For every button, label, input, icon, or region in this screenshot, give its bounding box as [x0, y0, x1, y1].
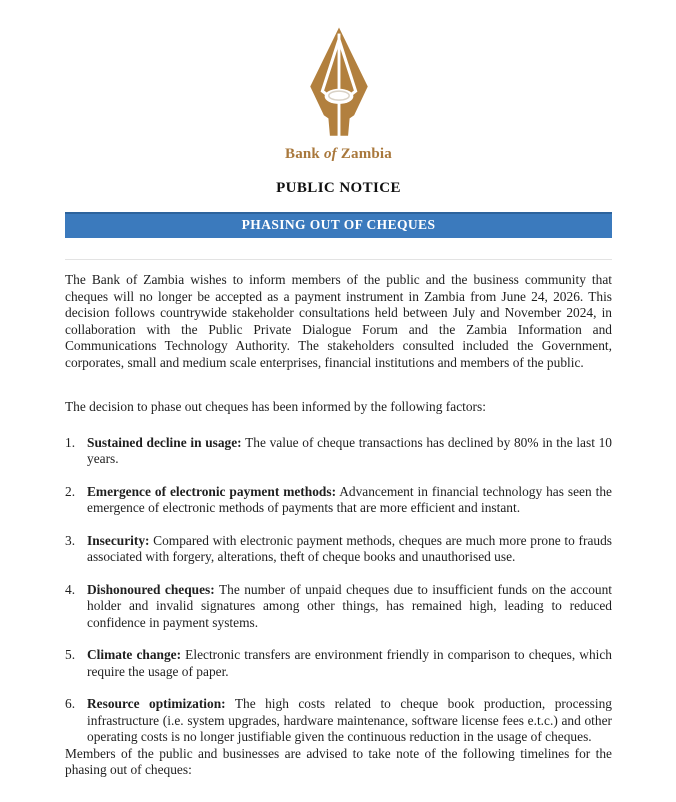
closing-paragraph: Members of the public and businesses are advised to take note of the following timelines for the phasing out of cheques: — [65, 745, 612, 777]
factor-number: 5. — [65, 647, 76, 662]
factor-text: Compared with electronic payment methods, cheques are much more prone to frauds associated with forgery, alterations, theft of cheque books and unauthorised use. — [87, 532, 612, 564]
factor-text: Electronic transfers are environment friendly in comparison to cheques, which require the usage of paper. — [87, 647, 612, 679]
list-item-factor-1 — [65, 435, 612, 468]
list-item-factor-5 — [65, 647, 612, 680]
list-item-factor-2 — [65, 484, 612, 517]
divider-line — [65, 259, 612, 260]
factor-number: 6. — [65, 696, 76, 711]
intro-paragraph: The Bank of Zambia wishes to inform members of the public and the business community that cheques will no longer be accepted as a payment instrument in Zambia from June 24, 2026. This decision follows countrywide stakeholder consultations held between July and November 2024, in collaboration with the Public Private Dialogue Forum and the Zambia Information and Communications Technology Authority. The stakeholders consulted included the Government, corporates, small and medium scale enterprises, financial institutions and members of the public. — [65, 272, 612, 370]
list-item-factor-4 — [65, 582, 612, 632]
factors-list — [65, 435, 612, 746]
brand-word-zambia: Zambia — [336, 146, 393, 162]
factor-text: The high costs related to cheque book production, processing infrastructure (i.e. system upgrades, hardware maintenance, software license fees e.t.c.) and other operating costs is no longer justifiable given the continuous reduction in the usage of cheques. — [87, 696, 612, 744]
factor-number: 1. — [65, 434, 76, 450]
factor-number: 2. — [65, 483, 76, 499]
list-item-factor-6 — [65, 696, 612, 746]
brand-name — [65, 145, 612, 163]
banner-label: PHASING OUT OF CHEQUES — [241, 217, 436, 232]
factor-title: Climate change: — [87, 647, 182, 662]
factor-number: 4. — [65, 581, 76, 597]
factor-title: Sustained decline in usage: — [87, 434, 242, 450]
list-item-factor-3 — [65, 533, 612, 566]
factor-text: The number of unpaid cheques due to insufficient funds on the account holder and invalid signatures among other things, has remained high, leading to reduced confidence in payment systems. — [87, 581, 613, 630]
bank-of-zambia-logo — [65, 26, 612, 163]
factor-title: Insecurity: — [87, 532, 150, 548]
factor-title: Resource optimization: — [87, 696, 226, 711]
brand-word-of: of — [323, 146, 337, 162]
factors-intro: The decision to phase out cheques has been informed by the following factors: — [65, 399, 486, 414]
factor-title: Emergence of electronic payment methods: — [87, 483, 337, 499]
factor-title: Dishonoured cheques: — [87, 581, 215, 597]
brand-word-bank: Bank — [284, 146, 324, 162]
page-title: PUBLIC NOTICE — [276, 180, 401, 196]
factor-text: Advancement in financial technology has seen the emergence of electronic methods of payments that are more efficient and instant. — [87, 483, 612, 515]
factor-number: 3. — [65, 532, 76, 548]
pen-nib-icon — [301, 26, 377, 138]
factor-text: The value of cheque transactions has declined by 80% in the last 10 years. — [87, 434, 612, 466]
notice-banner — [65, 212, 612, 238]
